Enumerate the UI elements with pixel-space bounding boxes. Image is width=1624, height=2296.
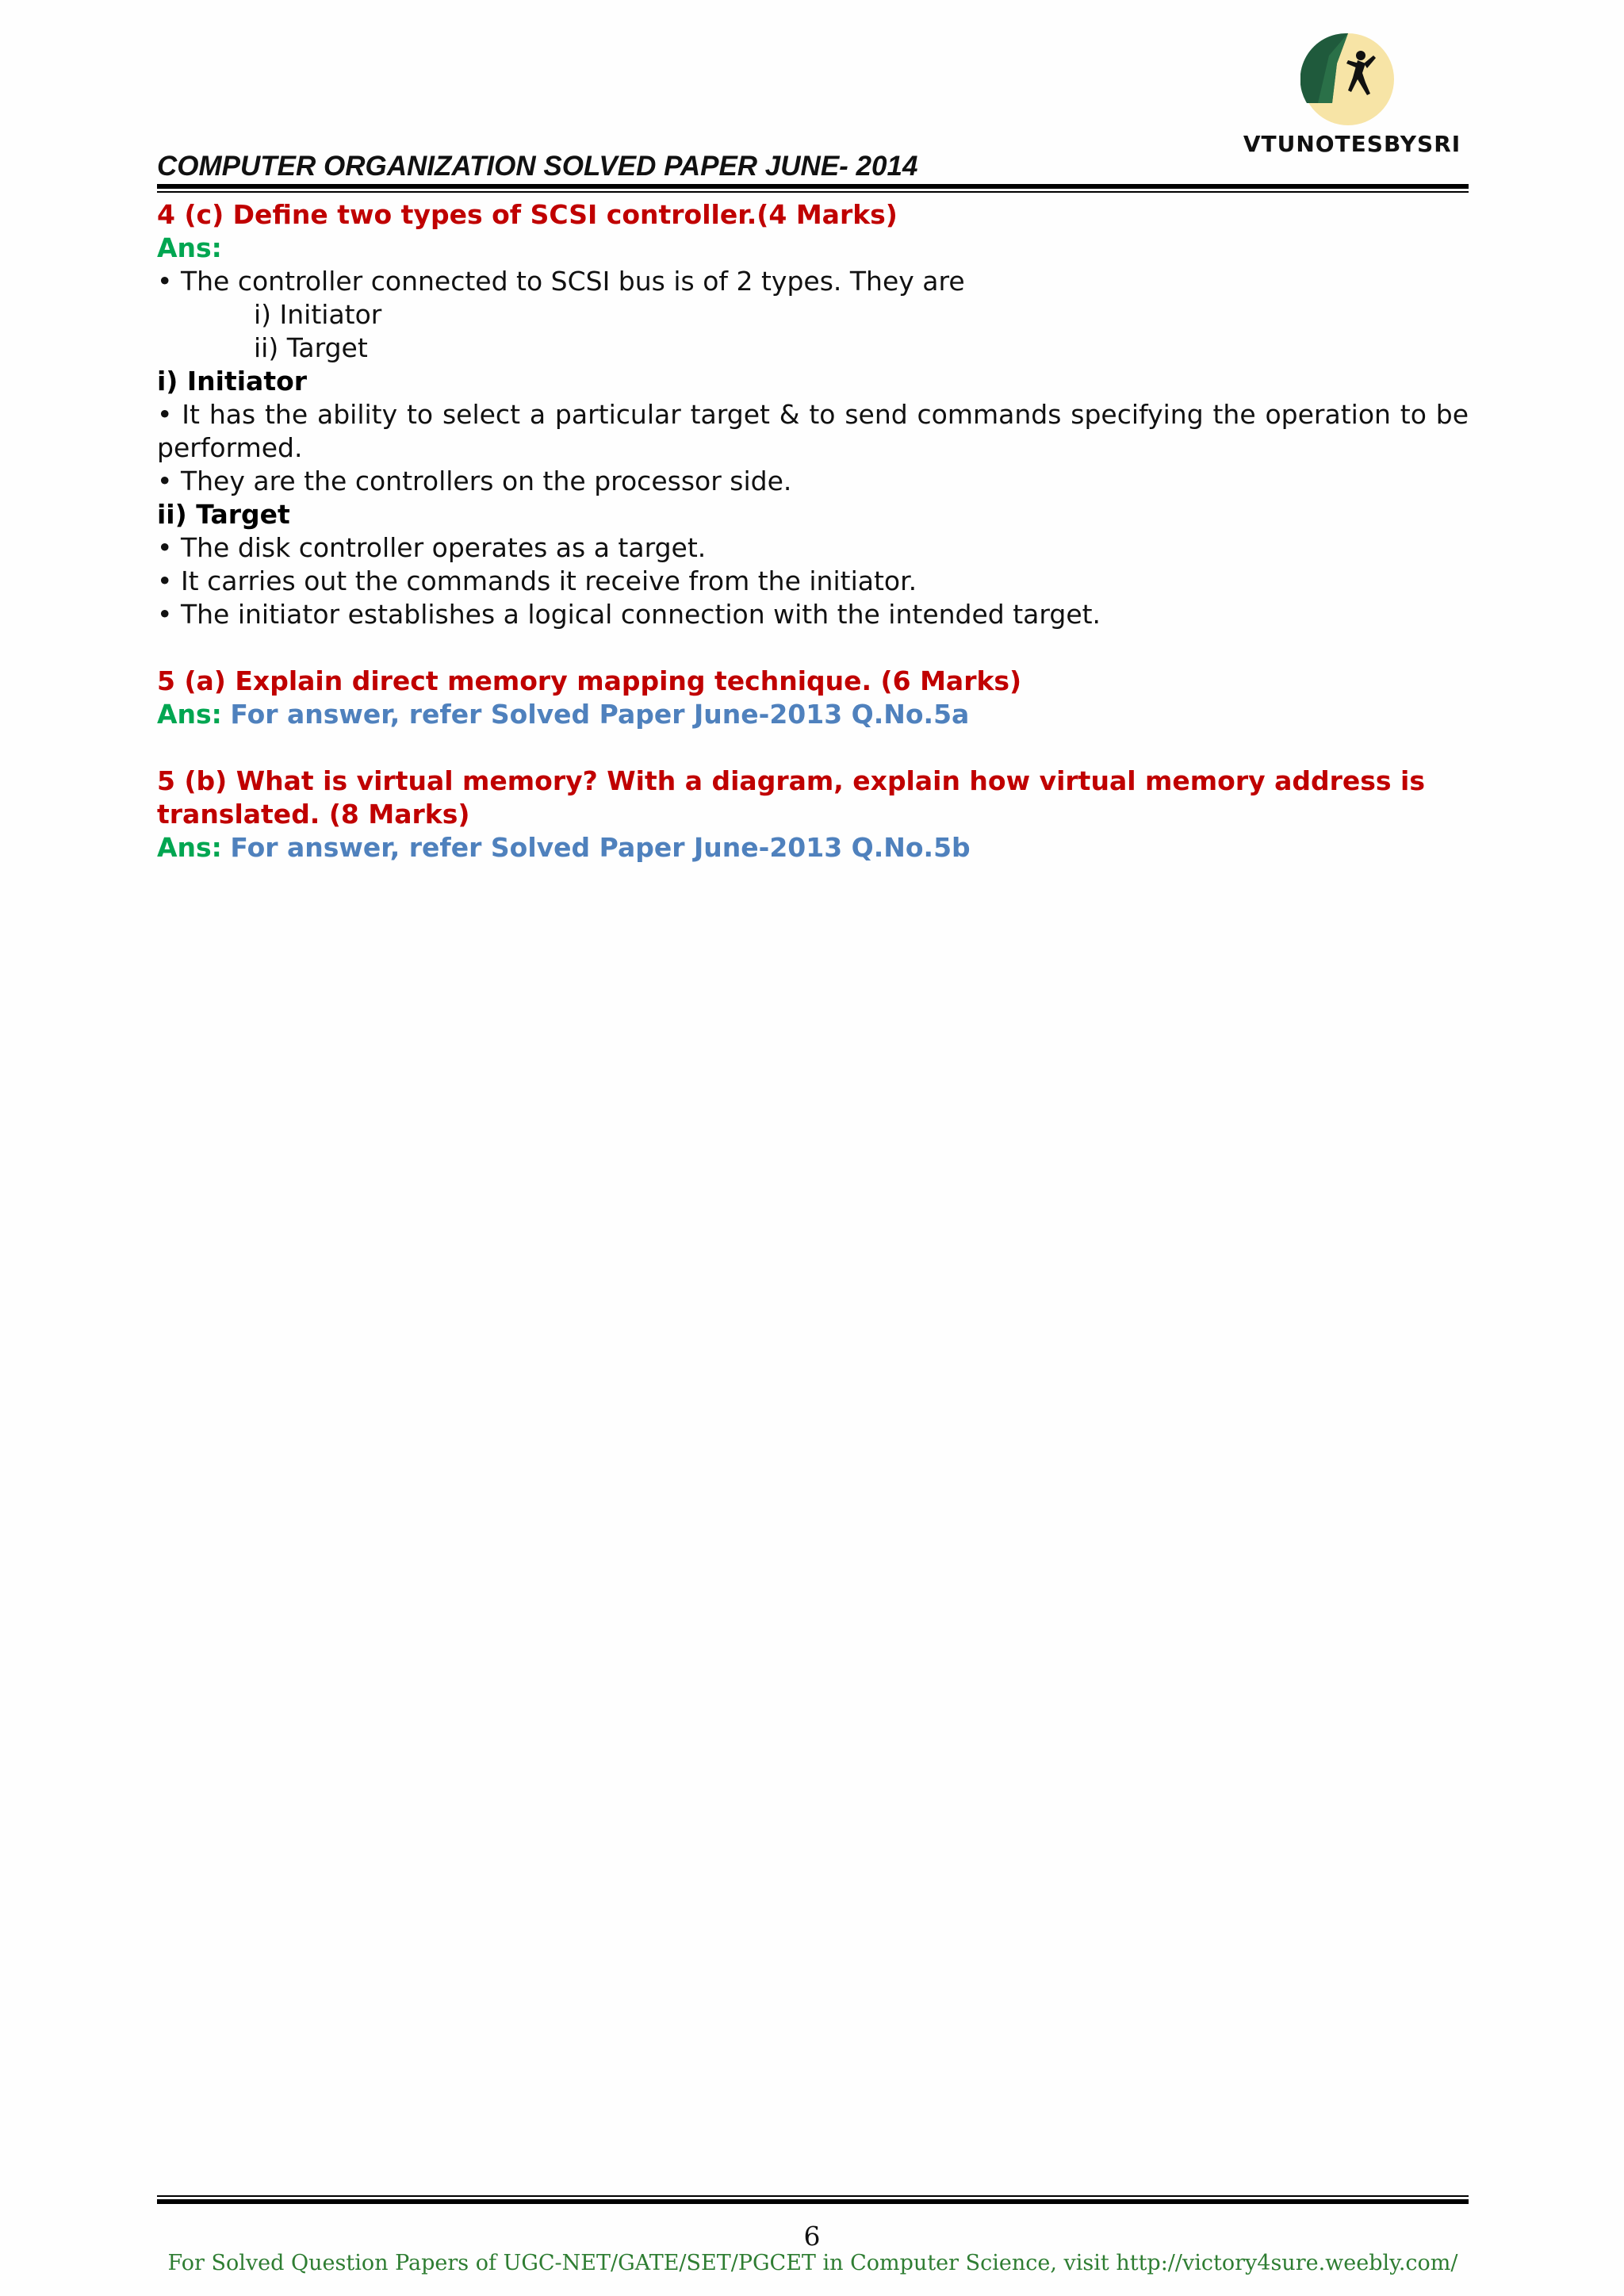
answer-label-5b: Ans:: [157, 832, 222, 863]
target-heading: ii) Target: [157, 499, 290, 530]
document-title: COMPUTER ORGANIZATION SOLVED PAPER JUNE- 2014: [157, 151, 918, 182]
initiator-point: • They are the controllers on the processor side.: [157, 466, 792, 496]
answer-label-5a: Ans:: [157, 699, 222, 730]
answer-5b: [157, 831, 1469, 864]
intro-text: • The controller connected to SCSI bus is of 2 types. They are: [157, 266, 965, 297]
page-number: 6: [803, 2221, 821, 2252]
spacer: [157, 631, 1469, 665]
reference-5a: For answer, refer Solved Paper June-2013 Q.No.5a: [230, 699, 970, 730]
question-4c: 4 (c) Define two types of SCSI controller.(4 Marks): [157, 199, 898, 230]
type-item-initiator: i) Initiator: [254, 299, 382, 330]
answer-label-4c: Ans:: [157, 232, 222, 263]
target-point: • The disk controller operates as a target.: [157, 532, 707, 563]
climber-logo-icon: [1300, 32, 1396, 127]
answer-5a: [157, 698, 1469, 731]
reference-5b: For answer, refer Solved Paper June-2013 Q.No.5b: [230, 832, 971, 863]
question-5b: 5 (b) What is virtual memory? With a diagram, explain how virtual memory address is translated. (8 Marks): [157, 765, 1426, 830]
footer-rule-thin: [157, 2195, 1469, 2197]
header-rule-thin: [157, 191, 1469, 193]
initiator-heading: i) Initiator: [157, 366, 308, 397]
brand-name: VTUNOTESBYSRI: [1243, 131, 1461, 157]
target-point: • The initiator establishes a logical connection with the intended target.: [157, 599, 1101, 630]
initiator-point: • It has the ability to select a particular target & to send commands specifying the operation to be performed.: [157, 399, 1469, 463]
footer-rule-thick: [157, 2199, 1469, 2204]
footer-text: For Solved Question Papers of UGC-NET/GATE/SET/PGCET in Computer Science, visit http://victory4sure.weebly.com/: [167, 2251, 1458, 2275]
header-rule-thick: [157, 184, 1469, 189]
page-content: [157, 198, 1469, 864]
question-5a: 5 (a) Explain direct memory mapping technique. (6 Marks): [157, 665, 1022, 696]
type-item-target: ii) Target: [254, 332, 368, 363]
spacer: [157, 731, 1469, 765]
target-point: • It carries out the commands it receive from the initiator.: [157, 565, 917, 596]
